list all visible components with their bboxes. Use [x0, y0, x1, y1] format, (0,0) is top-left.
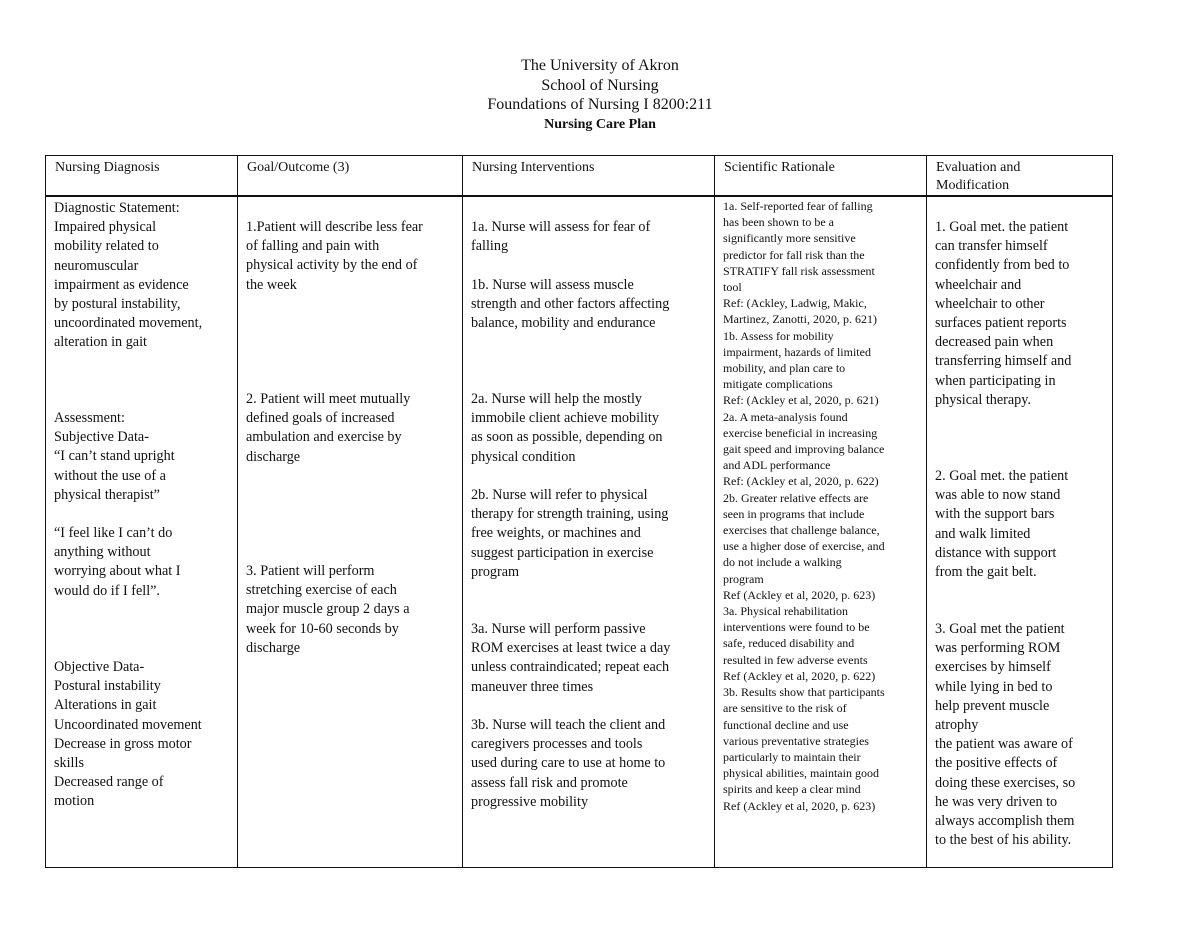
- evaluation-3: 3. Goal met the patient was performing ROM exercises by himself while lying in bed to help prevent muscle atrophy the patient was aware of the positive effects of doing these exercises, so he was very driven to always accomplish them to the best of his ability.: [935, 621, 1076, 849]
- intervention-3a: 3a. Nurse will perform passive ROM exercises at least twice a day unless contraindicated; repeat each maneuver three times: [471, 621, 671, 695]
- document-title: Nursing Care Plan: [544, 116, 656, 132]
- diagnostic-statement: Diagnostic Statement: Impaired physical mobility related to neuromuscular impairment as evidence by postural instability, uncoordinated movement, alteration in gait: [54, 200, 203, 351]
- intervention-2b: 2b. Nurse will refer to physical therapy for strength training, using free weights, or machines and suggest participation in exercise program: [471, 487, 669, 580]
- goal-2: 2. Patient will meet mutually defined goals of increased ambulation and exercise by discharge: [246, 391, 411, 465]
- diagnosis-cell: [46, 196, 238, 868]
- goal-1: 1.Patient will describe less fear of falling and pain with physical activity by the end of the week: [246, 219, 423, 293]
- column-header-goal-outcome: Goal/Outcome (3): [238, 156, 463, 197]
- evaluation-2: 2. Goal met. the patient was able to now stand with the support bars and walk limited distance with support from the gait belt.: [935, 468, 1069, 581]
- university-name: The University of Akron: [521, 57, 679, 74]
- course-name: Foundations of Nursing I 8200:211: [487, 96, 713, 113]
- intervention-3b: 3b. Nurse will teach the client and caregivers processes and tools used during care to use at home to assess fall risk and promote progressive mobility: [471, 717, 666, 810]
- goal-3: 3. Patient will perform stretching exercise of each major muscle group 2 days a week for 10-60 seconds by discharge: [246, 563, 410, 656]
- interventions-cell: [463, 196, 715, 868]
- table-header-row: [46, 156, 1113, 197]
- column-header-evaluation: Evaluation and Modification: [927, 156, 1113, 197]
- intervention-2a: 2a. Nurse will help the mostly immobile client achieve mobility as soon as possible, depending on physical condition: [471, 391, 663, 465]
- column-header-scientific-rationale: Scientific Rationale: [715, 156, 927, 197]
- goals-cell: [238, 196, 463, 868]
- intervention-1a: 1a. Nurse will assess for fear of falling: [471, 219, 651, 255]
- evaluation-cell: [927, 196, 1113, 868]
- subjective-assessment: Assessment: Subjective Data- “I can’t stand upright without the use of a physical therapist”: [54, 410, 175, 503]
- care-plan-table: [45, 155, 1113, 868]
- rationale-cell: [715, 196, 927, 868]
- document-header: [0, 56, 1200, 134]
- evaluation-1: 1. Goal met. the patient can transfer himself confidently from bed to wheelchair and wheelchair to other surfaces patient reports decreased pain when transferring himself and when participating in physical therapy.: [935, 219, 1072, 408]
- subjective-quote: “I feel like I can’t do anything without worrying about what I would do if I fell”.: [54, 525, 181, 599]
- school-name: School of Nursing: [541, 76, 659, 94]
- intervention-1b: 1b. Nurse will assess muscle strength and other factors affecting balance, mobility and endurance: [471, 277, 670, 332]
- objective-data: Objective Data- Postural instability Alterations in gait Uncoordinated movement Decrease in gross motor skills Decreased range of motion: [54, 659, 202, 810]
- scientific-rationale-text: 1a. Self-reported fear of falling has been shown to be a significantly more sensitive predictor for fall risk than the STRATIFY fall risk assessment tool Ref: (Ackley, Ladwig, Makic, Martinez, Zanotti, 2020, p. 621) 1b. Assess for mobility impairment, hazards of limited mobility, and plan care to mitigate complications Ref: (Ackley et al, 2020, p. 621) 2a. A meta-analysis found exercise beneficial in increasing gait speed and improving balance and ADL performance Ref: (Ackley et al, 2020, p. 622) 2b. Greater relative effects are seen in programs that include exercises that challenge balance, use a higher dose of exercise, and do not include a walking program Ref (Ackley et al, 2020, p. 623) 3a. Physical rehabilitation interventions were found to be safe, reduced disability and resulted in few adverse events Ref (Ackley et al, 2020, p. 622) 3b. Results show that participants are sensitive to the risk of functional decline and use various preventative strategies particularly to maintain their physical abilities, maintain good spirits and keep a clear mind Ref (Ackley et al, 2020, p. 623): [723, 199, 885, 813]
- column-header-nursing-diagnosis: Nursing Diagnosis: [46, 156, 238, 197]
- column-header-nursing-interventions: Nursing Interventions: [463, 156, 715, 197]
- table-row: [46, 196, 1113, 868]
